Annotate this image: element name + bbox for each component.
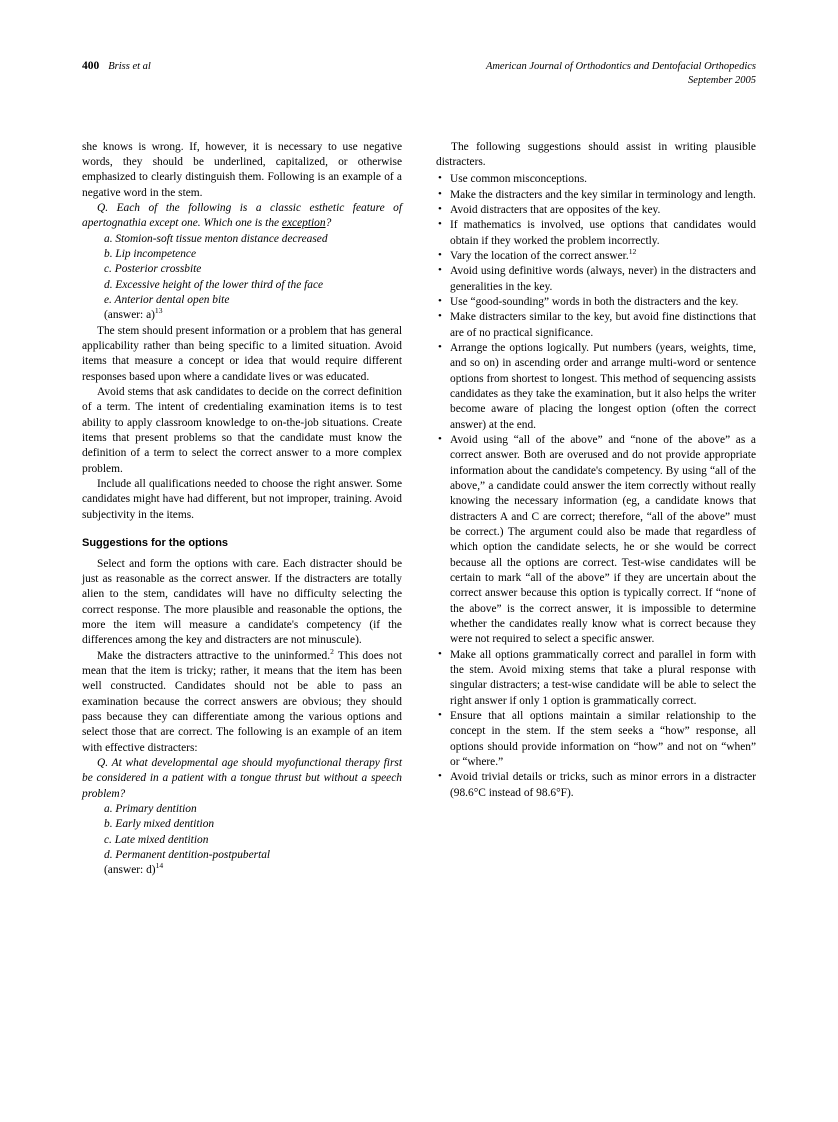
running-head-right <box>486 60 756 88</box>
question-1-underlined-word: exception <box>281 217 326 230</box>
question-1-text-after: ? <box>325 217 332 230</box>
list-item-text: Make the distracters and the key similar in terminology and length. <box>450 188 756 201</box>
question-1-option-b: b. Lip incompetence <box>104 248 197 261</box>
distracter-suggestions-list <box>436 172 756 800</box>
list-item <box>436 172 756 187</box>
list-item-text: Make all options grammatically correct and parallel in form with the stem. Avoid mixing stems that take a plural response with singular distracters; a test-wise candidate will be able to select the right answer if only 1 option is grammatically correct. <box>450 648 756 707</box>
left-column <box>82 140 402 879</box>
list-item <box>436 310 756 341</box>
right-column <box>436 140 756 879</box>
paragraph-attractive-distracters-after: This does not mean that the item is tricky; rather, it means that the item has been well constructed. Candidates should not be able to pass an examination because the correct answers are obvious; they should pass because they can differentiate among the various options and select those that are correct. The following is an example of an item with effective distracters: <box>82 649 402 754</box>
list-item-text: Avoid distracters that are opposites of the key. <box>450 204 661 217</box>
list-item-text: Vary the location of the correct answer. <box>450 250 629 263</box>
paragraph-attractive-distracters <box>82 646 402 756</box>
list-item <box>436 188 756 203</box>
list-item-text: Avoid using “all of the above” and “none of the above” as a correct answer. Both are overused and do not provide appropriate information about the candidate's competency. By using “all of the above,” a candidate could answer the item correctly without really knowing the necessary information (eg, a candidate knows that distracters A and C are correct; therefore, “all of the above” must be correct.) The argument could also be made that regardless of which option the candidate selects, he or she would be correct because all the options are correct. Test-wise candidates will be certain to mark “all of the above” if they are uncertain about the correct answer because this option is typically correct. If “none of the above” is the correct answer, it is impossible to determine whether the candidates really know what is correct because they were not required to select a specific answer. <box>450 433 756 646</box>
list-item <box>436 295 756 310</box>
list-item <box>436 433 756 648</box>
reference-marker-14: 14 <box>155 861 164 871</box>
list-item-text: Ensure that all options maintain a similar relationship to the concept in the stem. If the stem seeks a “how” response, all options should provide information on “how” and not on “when” or “where.” <box>450 709 756 768</box>
question-2-stem <box>82 756 402 802</box>
question-2-option-a: a. Primary dentition <box>104 802 197 815</box>
section-heading-options: Suggestions for the options <box>82 536 229 549</box>
body-columns <box>82 140 756 879</box>
list-item-text: Arrange the options logically. Put numbers (years, weights, time, and so on) in ascending order and arrange multi-word or sentence options from shortest to longest. This method of sequencing assists candidates as they take the examination, but it also helps the writer become aware of placing the longest option (often the correct answer) at the end. <box>450 341 756 431</box>
page-content <box>82 60 756 879</box>
question-1-option-c: c. Posterior crossbite <box>104 263 202 276</box>
question-2-text: At what developmental age should myofunctional therapy first be considered in a patient with a tongue thrust but without a speech problem? <box>82 756 402 800</box>
question-2-option-d: d. Permanent dentition-postpubertal <box>104 848 271 861</box>
reference-marker-2: 2 <box>330 646 334 656</box>
paragraph-continuation: she knows is wrong. If, however, it is necessary to use negative words, they should be underlined, capitalized, or otherwise emphasized to clearly distinguish them. Following is an example of a negative word in the stem. <box>82 140 402 199</box>
question-2-option-b: b. Early mixed dentition <box>104 818 215 831</box>
running-head-left <box>82 60 151 72</box>
list-item-text: Make distracters similar to the key, but avoid fine distinctions that are of no practical significance. <box>450 311 756 339</box>
list-item <box>436 218 756 249</box>
question-2-option-c: c. Late mixed dentition <box>104 833 209 846</box>
list-item <box>436 249 756 264</box>
list-item-text: Use “good-sounding” words in both the distracters and the key. <box>450 296 739 308</box>
question-1-text-before: Each of the following is a classic esthetic feature of apertognathia except one. Which one is the <box>82 202 402 230</box>
question-2-label: Q. <box>97 756 109 769</box>
question-1-answer-text: (answer: a) <box>104 309 155 322</box>
reference-marker-12: 12 <box>628 247 637 257</box>
reference-marker-13: 13 <box>154 306 163 316</box>
question-1-label: Q. <box>97 202 109 215</box>
list-item-text: Avoid trivial details or tricks, such as minor errors in a distracter (98.6°C instead of 98.6°F). <box>450 771 756 799</box>
paragraph-qualifications: Include all qualifications needed to choose the right answer. Some candidates might have had different, but not improper, training. Avoid subjectivity in the items. <box>82 477 402 521</box>
list-item-text: Avoid using definitive words (always, never) in the distracters and generalities in the key. <box>450 265 756 293</box>
paragraph-avoid-definition-stems: Avoid stems that ask candidates to decide on the correct definition of a term. The intent of credentialing examination items is to test ability to apply classroom knowledge to on-the-job situations. Create items that present problems so that the candidate must know the definition of a term to select the correct answer to a more complex problem. <box>82 385 402 475</box>
list-item-text: If mathematics is involved, use options that candidates would obtain if they worked the problem incorrectly. <box>450 219 756 247</box>
list-item <box>436 648 756 709</box>
question-1-option-d: d. Excessive height of the lower third of the face <box>104 278 324 291</box>
question-1-stem <box>82 201 402 232</box>
journal-title: American Journal of Orthodontics and Dentofacial Orthopedics <box>485 61 756 72</box>
question-1-answer <box>104 308 402 323</box>
journal-issue: September 2005 <box>688 74 756 86</box>
question-1-option-e: e. Anterior dental open bite <box>104 294 230 306</box>
list-item <box>436 770 756 801</box>
running-head <box>82 60 756 88</box>
list-item <box>436 341 756 433</box>
question-2-answer-text: (answer: d) <box>104 864 156 877</box>
page-number: 400 <box>82 60 100 72</box>
list-item <box>436 203 756 218</box>
question-1-option-a: a. Stomion-soft tissue menton distance decreased <box>104 232 328 245</box>
question-2-answer <box>104 863 402 878</box>
paragraph-distracter-intro: The following suggestions should assist in writing plausible distracters. <box>436 140 756 169</box>
running-head-authors: Briss et al <box>108 61 151 72</box>
list-item <box>436 264 756 295</box>
paragraph-stem-applicability: The stem should present information or a problem that has general applicability rather than being specific to a limited situation. Avoid items that measure a concept or idea that would require different responses based upon where a candidate lives or was educated. <box>82 324 402 383</box>
paragraph-attractive-distracters-before: Make the distracters attractive to the uninformed. <box>97 649 331 662</box>
list-item <box>436 709 756 770</box>
paragraph-select-options: Select and form the options with care. Each distracter should be just as reasonable as the correct answer. If the distracters are totally alien to the stem, candidates will have no difficulty selecting the correct response. The more plausible and reasonable the options, the more the item will measure a candidate's competency (if the differences among the key and distracters are not minuscule). <box>82 557 402 647</box>
list-item-text: Use common misconceptions. <box>450 173 587 186</box>
